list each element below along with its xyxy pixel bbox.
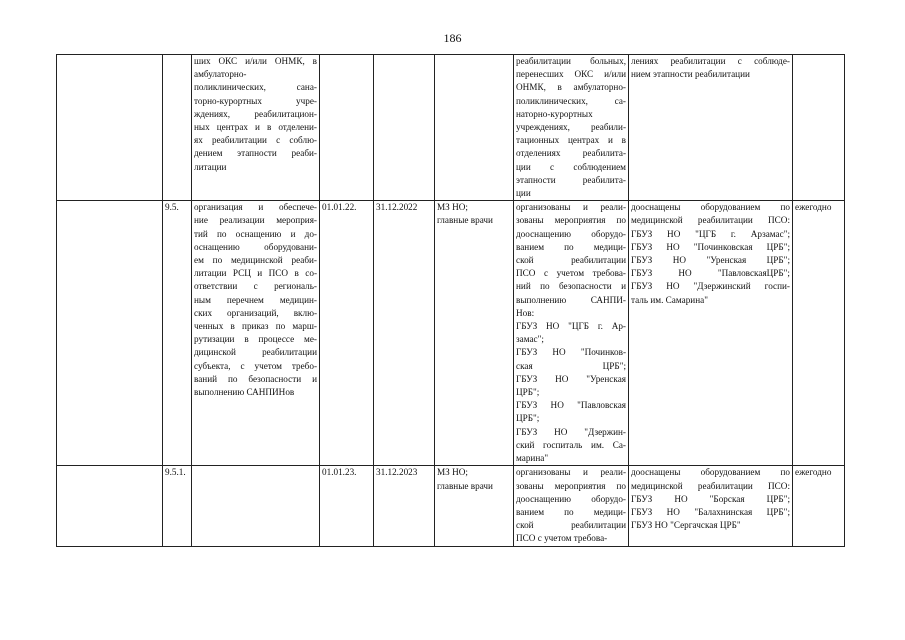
result-cell-line: ОНМК, в амбулаторно- [516, 82, 626, 93]
measure-cell-line: ответствии с региональ- [194, 281, 317, 292]
measure-cell-line: ние реализации мероприя- [194, 215, 317, 226]
result-cell-line: ванием по медици- [516, 506, 626, 517]
item-number-cell: 9.5. [163, 201, 192, 466]
result-cell-line: ции с соблюдением [516, 161, 626, 172]
indicator-cell-line: ГБУЗ НО "Борская ЦРБ"; [631, 493, 790, 504]
responsible-cell-line: главные врачи [437, 215, 493, 226]
table-row [57, 55, 845, 201]
responsible-cell-line: МЗ НО; [437, 202, 468, 213]
result-cell-line: ской реабилитации [516, 255, 626, 266]
result-cell-line: наторно-курортных [516, 108, 593, 119]
result-cell-line: поликлинических, са- [516, 95, 626, 106]
result-cell-line: ГБУЗ НО "Дзержин- [516, 426, 626, 437]
result-cell-line: ский госпиталь им. Са- [516, 439, 626, 450]
periodicity-cell: ежегодно [793, 466, 845, 546]
responsible-cell [435, 55, 514, 201]
measure-cell-line: поликлинических, сана- [194, 82, 317, 93]
result-cell-line: ЦРБ"; [516, 413, 540, 424]
indicator-cell-line: нием этапности реабилитации [631, 69, 750, 80]
blank-cell [57, 466, 163, 546]
end-date-cell [374, 55, 435, 201]
result-cell-line: дооснащению оборудо- [516, 228, 626, 239]
result-cell-line: перенесших ОКС и/или [516, 69, 626, 80]
result-cell-line: организованы и реали- [516, 467, 626, 478]
measure-cell [192, 55, 320, 201]
indicator-cell-line: медицинской реабилитации ПСО: [631, 480, 790, 491]
measure-cell-line: ских организаций, вклю- [194, 307, 317, 318]
result-cell-line: зованы мероприятия по [516, 215, 626, 226]
measure-cell-line: ных центрах и в отделени- [194, 122, 317, 133]
measure-cell-line: дицинской реабилитации [194, 347, 317, 358]
measure-cell-line: ченных в приказ по марш- [194, 321, 317, 332]
measure-cell-line: организация и обеспече- [194, 202, 317, 213]
result-cell-line: ская ЦРБ"; [516, 360, 626, 371]
result-cell-line: ванием по медици- [516, 241, 626, 252]
measure-cell-line: рутизации в процессе ме- [194, 334, 317, 345]
indicator-cell-line: ГБУЗ НО "ЦГБ г. Арзамас"; [631, 228, 790, 239]
measure-cell-line: выполнению САНПИНов [194, 387, 295, 398]
result-cell-line: ГБУЗ НО "Павловская [516, 400, 626, 411]
indicator-cell [629, 466, 793, 546]
start-date-cell: 01.01.22. [320, 201, 374, 466]
result-cell-line: Нов: [516, 307, 535, 318]
measure-cell [192, 466, 320, 546]
result-cell-line: тационных центрах и в [516, 135, 626, 146]
measure-cell-line: литации РСЦ и ПСО в со- [194, 268, 317, 279]
plan-table [56, 54, 845, 547]
result-cell [514, 466, 629, 546]
measure-cell-line: субъекта, с учетом требо- [194, 360, 317, 371]
indicator-cell-line: дооснащены оборудованием по [631, 202, 790, 213]
result-cell-line: ской реабилитации [516, 520, 626, 531]
measure-cell-line: ждениях, реабилитацион- [194, 108, 317, 119]
result-cell-line: ГБУЗ НО "Уренская [516, 373, 626, 384]
indicator-cell-line: ГБУЗ НО "Балахнинская ЦРБ"; [631, 506, 790, 517]
result-cell-line: ГБУЗ НО "ЦГБ г. Ар- [516, 321, 626, 332]
measure-cell [192, 201, 320, 466]
start-date-cell [320, 55, 374, 201]
periodicity-cell [793, 55, 845, 201]
responsible-cell-line: МЗ НО; [437, 467, 468, 478]
indicator-cell-line: медицинской реабилитации ПСО: [631, 215, 790, 226]
measure-cell-line: ших ОКС и/или ОНМК, в [194, 56, 317, 66]
indicator-cell-line: ГБУЗ НО "Уренская ЦРБ"; [631, 255, 790, 266]
result-cell-line: учреждениях, реабили- [516, 122, 626, 133]
periodicity-cell: ежегодно [793, 201, 845, 466]
responsible-cell [435, 466, 514, 546]
result-cell-line: организованы и реали- [516, 202, 626, 213]
measure-cell-line: ем по медицинской реаби- [194, 255, 317, 266]
blank-cell [57, 55, 163, 201]
result-cell-line: ЦРБ"; [516, 387, 540, 398]
responsible-cell [435, 201, 514, 466]
start-date-cell: 01.01.23. [320, 466, 374, 546]
measure-cell-line: амбулаторно- [194, 69, 247, 80]
measure-cell-line: ным перечнем медицин- [194, 294, 317, 305]
indicator-cell-line: ГБУЗ НО "Дзержинский госпи- [631, 281, 790, 292]
page-number: 186 [443, 31, 462, 45]
result-cell-line: замас"; [516, 334, 544, 345]
result-cell-line: выполнению САНПИ- [516, 294, 626, 305]
indicator-cell [629, 201, 793, 466]
measure-cell-line: ях реабилитации с соблю- [194, 135, 317, 146]
measure-cell-line: ваний по безопасности и [194, 373, 317, 384]
table-row [57, 201, 845, 466]
result-cell-line: этапности реабилита- [516, 174, 626, 185]
result-cell-line: ГБУЗ НО "Починков- [516, 347, 626, 358]
indicator-cell-line: лениях реабилитации с соблюде- [631, 56, 790, 66]
blank-cell [57, 201, 163, 466]
measure-cell-line: дением этапности реаби- [194, 148, 317, 159]
measure-cell-line: торно-курортных учре- [194, 95, 317, 106]
end-date-cell: 31.12.2023 [374, 466, 435, 546]
result-cell-line: ПСО с учетом требова- [516, 268, 626, 279]
result-cell-line: ции [516, 188, 531, 199]
end-date-cell: 31.12.2022 [374, 201, 435, 466]
measure-cell-line: оснащению оборудовани- [194, 241, 317, 252]
result-cell-line: ний по безопасности и [516, 281, 626, 292]
measure-cell-line: тий по оснащению и до- [194, 228, 317, 239]
indicator-cell-line: таль им. Самарина" [631, 294, 708, 305]
result-cell-line: реабилитации больных, [516, 56, 626, 66]
item-number-cell: 9.5.1. [163, 466, 192, 546]
responsible-cell-line: главные врачи [437, 480, 493, 491]
result-cell-line: отделениях реабилита- [516, 148, 626, 159]
table-row [57, 466, 845, 546]
indicator-cell-line: ГБУЗ НО "ПавловскаяЦРБ"; [631, 268, 790, 279]
measure-cell-line: литации [194, 161, 227, 172]
result-cell-line: марина" [516, 453, 549, 464]
indicator-cell [629, 55, 793, 201]
result-cell-line: ПСО с учетом требова- [516, 533, 608, 544]
item-number-cell [163, 55, 192, 201]
result-cell-line: зованы мероприятия по [516, 480, 626, 491]
result-cell [514, 201, 629, 466]
indicator-cell-line: ГБУЗ НО "Сергачская ЦРБ" [631, 520, 741, 531]
result-cell-line: дооснащению оборудо- [516, 493, 626, 504]
indicator-cell-line: дооснащены оборудованием по [631, 467, 790, 478]
indicator-cell-line: ГБУЗ НО "Починковская ЦРБ"; [631, 241, 790, 252]
result-cell [514, 55, 629, 201]
